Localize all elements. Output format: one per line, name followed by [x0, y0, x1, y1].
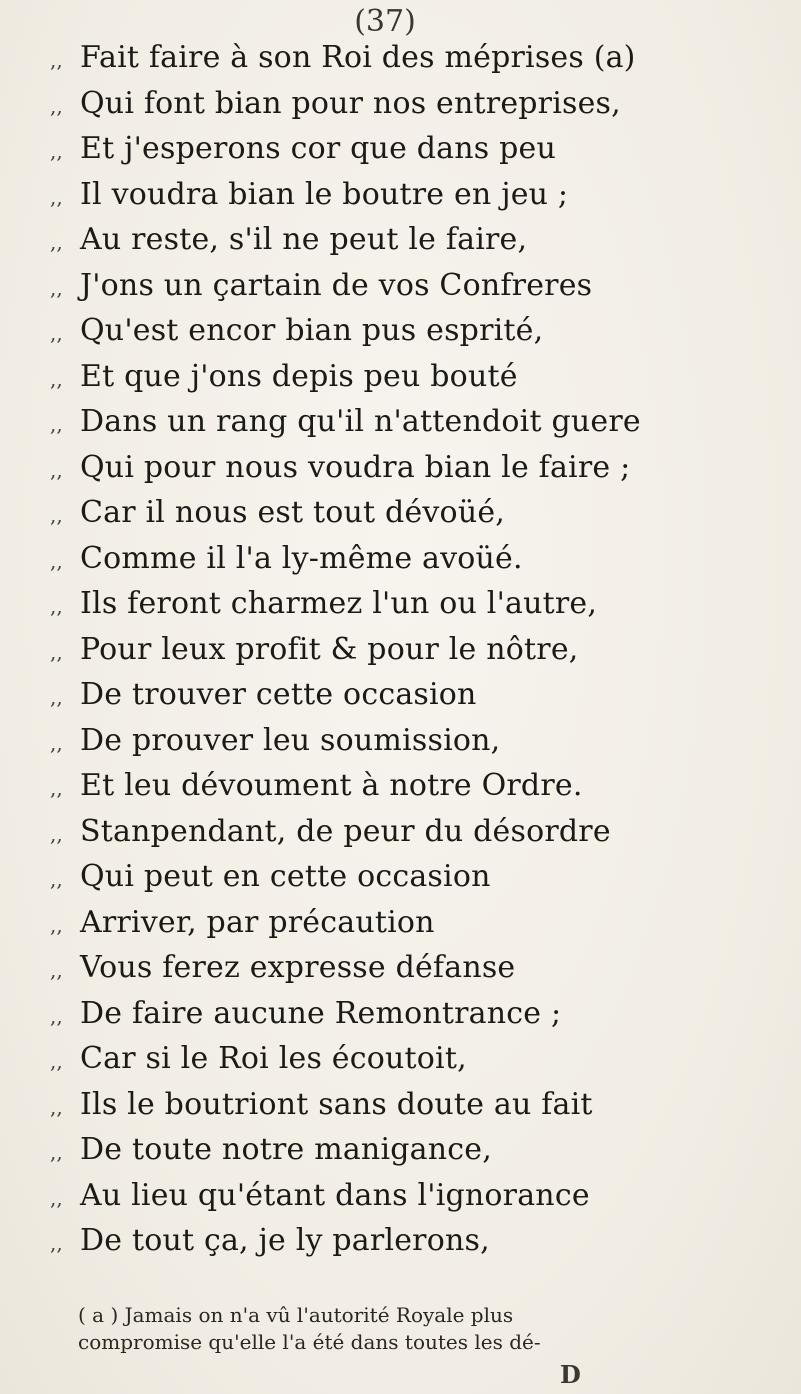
- verse-text: Stanpendant, de peur du désordre: [80, 813, 611, 849]
- verse-line: [50, 677, 800, 723]
- quotation-mark: ,,: [50, 457, 63, 482]
- quotation-mark: ,,: [50, 730, 63, 755]
- verse-line: [50, 404, 800, 450]
- verse-line: [50, 177, 800, 223]
- quotation-mark: ,,: [50, 48, 63, 72]
- quotation-mark: ,,: [50, 548, 63, 573]
- verse-text: Ils le boutriont sans doute au fait: [80, 1086, 593, 1122]
- quotation-mark: ,,: [50, 184, 63, 209]
- quotation-mark: ,,: [50, 594, 63, 618]
- quotation-mark: ,,: [50, 275, 63, 300]
- page-number: (37): [354, 4, 416, 39]
- verse-text: Comme il l'a ly-même avoüé.: [80, 540, 523, 576]
- verse-text: Et leu dévoument à notre Ordre.: [80, 768, 583, 803]
- verse-text: Pour leux profit & pour le nôtre,: [80, 631, 579, 667]
- quotation-mark: ,,: [50, 1140, 63, 1164]
- verse-text: De faire aucune Remontrance ;: [80, 995, 562, 1031]
- quotation-mark: ,,: [50, 912, 63, 937]
- verse-line: [50, 495, 800, 541]
- verse-line: [50, 131, 800, 177]
- quotation-mark: ,,: [50, 503, 63, 527]
- verse-line: [50, 1132, 800, 1178]
- verse-text: Et j'esperons cor que dans peu: [80, 131, 556, 166]
- verse-line: [50, 859, 800, 905]
- footnote-line: compromise qu'elle l'a été dans toutes les dé-: [78, 1330, 541, 1354]
- quotation-mark: ,,: [50, 867, 63, 891]
- verse-text: Vous ferez expresse défanse: [80, 950, 516, 985]
- verse-line: [50, 359, 800, 405]
- verse-line: [50, 814, 800, 860]
- quotation-mark: ,,: [50, 821, 63, 846]
- quotation-mark: ,,: [50, 1049, 63, 1073]
- verse-line: [50, 950, 800, 996]
- verse-line: [50, 632, 800, 678]
- verse-text: Qui peut en cette occasion: [80, 859, 491, 894]
- verse-text: De trouver cette occasion: [80, 677, 477, 712]
- verse-text: De toute notre manigance,: [80, 1132, 492, 1167]
- verse-text: Car si le Roi les écoutoit,: [80, 1041, 467, 1076]
- verse-line: [50, 86, 800, 132]
- verse-line: [50, 586, 800, 632]
- verse-text: J'ons un çartain de vos Confreres: [80, 267, 593, 303]
- verse-text: Fait faire à son Roi des méprises (a): [80, 40, 636, 75]
- verse-text: Qui font bian pour nos entreprises,: [80, 85, 621, 121]
- quotation-mark: ,,: [50, 1185, 63, 1210]
- quotation-mark: ,,: [50, 230, 63, 254]
- verse-text: Ils feront charmez l'un ou l'autre,: [80, 586, 598, 621]
- verse-line: [50, 905, 800, 951]
- verse-text: De prouver leu soumission,: [80, 722, 501, 758]
- quotation-mark: ,,: [50, 685, 63, 709]
- verse-text: Arriver, par précaution: [80, 904, 435, 940]
- quotation-mark: ,,: [50, 958, 63, 982]
- verse-text: Qui pour nous voudra bian le faire ;: [80, 449, 631, 485]
- verse-line: [50, 313, 800, 359]
- quotation-mark: ,,: [50, 366, 63, 391]
- quotation-mark: ,,: [50, 1094, 63, 1119]
- verse-text: Au reste, s'il ne peut le faire,: [80, 222, 528, 257]
- verse-text: Qu'est encor bian pus esprité,: [80, 313, 544, 348]
- verse-line: [50, 1041, 800, 1087]
- footnote-line: ( a ) Jamais on n'a vû l'autorité Royale plus: [78, 1303, 514, 1327]
- quotation-mark: ,,: [50, 639, 63, 664]
- verse-line: [50, 768, 800, 814]
- quotation-mark: ,,: [50, 321, 63, 345]
- verse-text: Dans un rang qu'il n'attendoit guere: [80, 404, 641, 439]
- verse-line: [50, 450, 800, 496]
- footnote: [78, 1302, 793, 1356]
- quotation-mark: ,,: [50, 1231, 63, 1255]
- verse-line: [50, 1178, 800, 1224]
- verse-text: Car il nous est tout dévoüé,: [80, 495, 506, 530]
- verse-text: Et que j'ons depis peu bouté: [80, 358, 518, 394]
- quotation-mark: ,,: [50, 776, 63, 800]
- quotation-mark: ,,: [50, 1003, 63, 1028]
- verse-line: [50, 1223, 800, 1269]
- verse-line: [50, 1087, 800, 1133]
- verse-text: Au lieu qu'étant dans l'ignorance: [80, 1177, 590, 1213]
- verse-line: [50, 996, 800, 1042]
- verse-line: [50, 541, 800, 587]
- verse-line: [50, 40, 800, 86]
- quotation-mark: ,,: [50, 93, 63, 118]
- quotation-mark: ,,: [50, 139, 63, 163]
- verse-line: [50, 268, 800, 314]
- quotation-mark: ,,: [50, 412, 63, 436]
- verse-line: [50, 723, 800, 769]
- verse-text: Il voudra bian le boutre en jeu ;: [80, 176, 569, 212]
- signature-mark: D: [560, 1360, 581, 1389]
- verse-line: [50, 222, 800, 268]
- verse-text: De tout ça, je ly parlerons,: [80, 1223, 490, 1258]
- verse-block: [50, 40, 800, 1269]
